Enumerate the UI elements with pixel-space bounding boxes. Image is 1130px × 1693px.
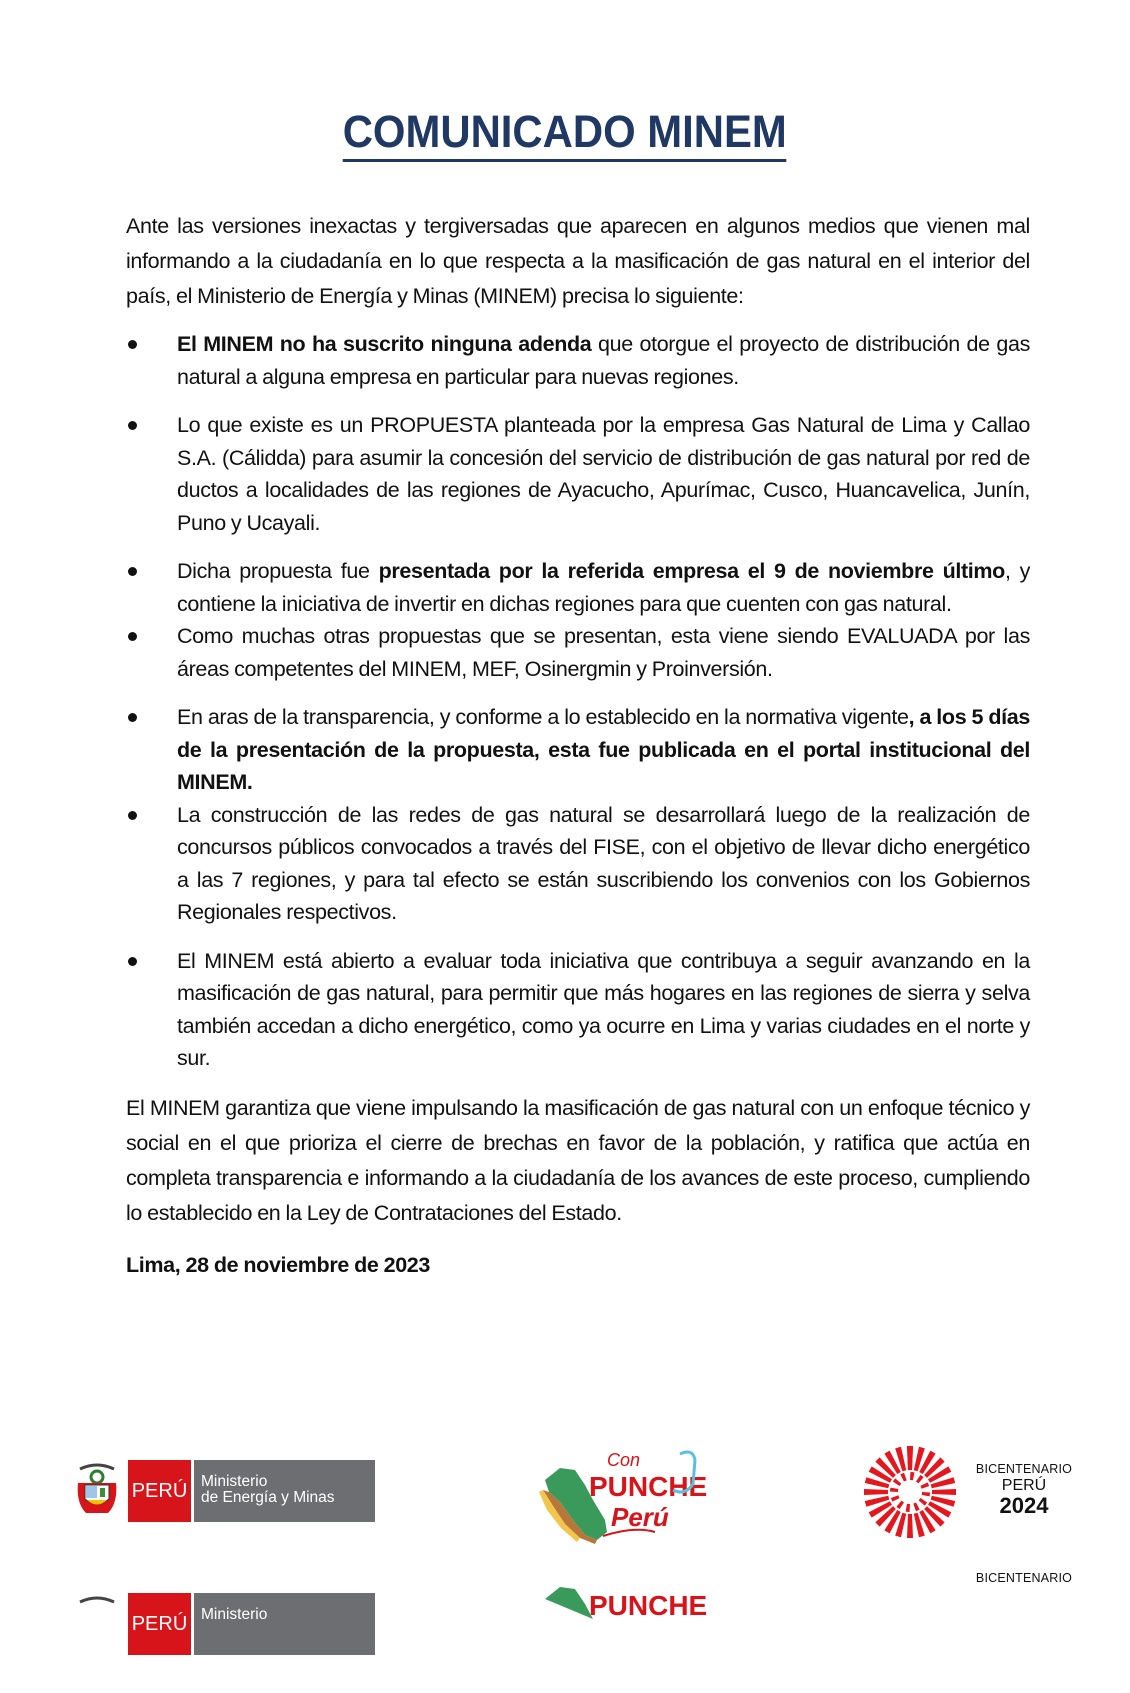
peru-label: PERÚ bbox=[128, 1593, 191, 1655]
list-item: El MINEM no ha suscrito ninguna adenda que otorgue el proyecto de distribución de gas natural a alguna empresa en particular para nuevas regiones. bbox=[126, 328, 1030, 393]
list-item: El MINEM está abierto a evaluar toda iniciativa que contribuya a seguir avanzando en la masificación de gas natural, para permitir que más hogares en las regiones de sierra y selva también accedan a dicho energético, como ya ocurre en Lima y varias ciudades en el norte y sur. bbox=[126, 945, 1030, 1075]
bicentenario-label: BICENTENARIO PERÚ 2024 bbox=[975, 1462, 1073, 1518]
bullet-icon bbox=[128, 811, 137, 820]
bicentenario-sunburst-icon bbox=[860, 1442, 964, 1542]
bullet-icon bbox=[128, 957, 137, 966]
document-body bbox=[126, 209, 1030, 1283]
svg-text:Perú: Perú bbox=[611, 1502, 669, 1532]
svg-text:PUNCHE: PUNCHE bbox=[589, 1590, 708, 1621]
bullet-icon bbox=[128, 567, 137, 576]
list-item: Como muchas otras propuestas que se presentan, esta viene siendo EVALUADA por las áreas competentes del MINEM, MEF, Osinergmin y Proinversión. bbox=[126, 620, 1030, 685]
ministry-label: Ministerio bbox=[194, 1593, 375, 1655]
svg-text:PUNCHE: PUNCHE bbox=[589, 1471, 708, 1502]
footer-logos bbox=[0, 1450, 1130, 1560]
peru-label: PERÚ bbox=[128, 1460, 191, 1522]
bullet-icon bbox=[128, 421, 137, 430]
bullet-icon bbox=[128, 713, 137, 722]
list-item: Dicha propuesta fue presentada por la referida empresa el 9 de noviembre último, y contiene la iniciativa de invertir en dichas regiones para que cuenten con gas natural. bbox=[126, 555, 1030, 620]
minem-logo bbox=[74, 1593, 375, 1655]
closing-paragraph: El MINEM garantiza que viene impulsando la masificación de gas natural con un enfoque técnico y social en el que prioriza el cierre de brechas en favor de la población, y ratifica que actúa en completa transparencia e informando a la ciudadanía de los avances de este proceso, cumpliendo lo establecido en la Ley de Contrataciones del Estado. bbox=[126, 1095, 1030, 1225]
footer-logos-repeat bbox=[0, 1571, 1130, 1693]
coat-of-arms-icon bbox=[74, 1596, 120, 1652]
con-punche-peru-logo bbox=[535, 1559, 708, 1664]
coat-of-arms-icon bbox=[74, 1463, 120, 1519]
con-punche-peru-logo bbox=[535, 1440, 708, 1545]
list-item: Lo que existe es un PROPUESTA planteada por la empresa Gas Natural de Lima y Callao S.A. (Cálidda) para asumir la concesión del servicio de distribución de gas natural por red de ductos a localidades de las regiones de Ayacucho, Apurímac, Cusco, Huancavelica, Junín, Puno y Ucayali. bbox=[126, 409, 1030, 539]
svg-text:Con: Con bbox=[607, 1450, 641, 1470]
bullet-icon bbox=[128, 340, 137, 349]
ministry-label: Ministerio de Energía y Minas bbox=[194, 1460, 375, 1522]
document-title: COMUNICADO MINEM bbox=[0, 106, 1130, 162]
intro-paragraph: Ante las versiones inexactas y tergiversadas que aparecen en algunos medios que vienen mal informando a la ciudadanía en lo que respecta a la masificación de gas natural en el interior del país, el Ministerio de Energía y Minas (MINEM) precisa lo siguiente: bbox=[126, 214, 1030, 308]
list-item: La construcción de las redes de gas natural se desarrollará luego de la realización de concursos públicos convocados a través del FISE, con el objetivo de llevar dicho energético a las 7 regiones, y para tal efecto se están suscribiendo los convenios con los Gobiernos Regionales respectivos. bbox=[126, 799, 1030, 929]
minem-logo bbox=[74, 1460, 375, 1522]
bullet-icon bbox=[128, 632, 137, 641]
list-item: En aras de la transparencia, y conforme a lo establecido en la normativa vigente, a los 5 días de la presentación de la propuesta, esta fue publicada en el portal institucional del MINEM. bbox=[126, 701, 1030, 799]
bicentenario-logo bbox=[860, 1442, 1080, 1542]
bicentenario-logo bbox=[860, 1571, 1080, 1675]
bicentenario-label: BICENTENARIO bbox=[975, 1571, 1073, 1585]
date-line: Lima, 28 de noviembre de 2023 bbox=[126, 1252, 431, 1277]
bullet-list bbox=[126, 328, 1030, 1075]
